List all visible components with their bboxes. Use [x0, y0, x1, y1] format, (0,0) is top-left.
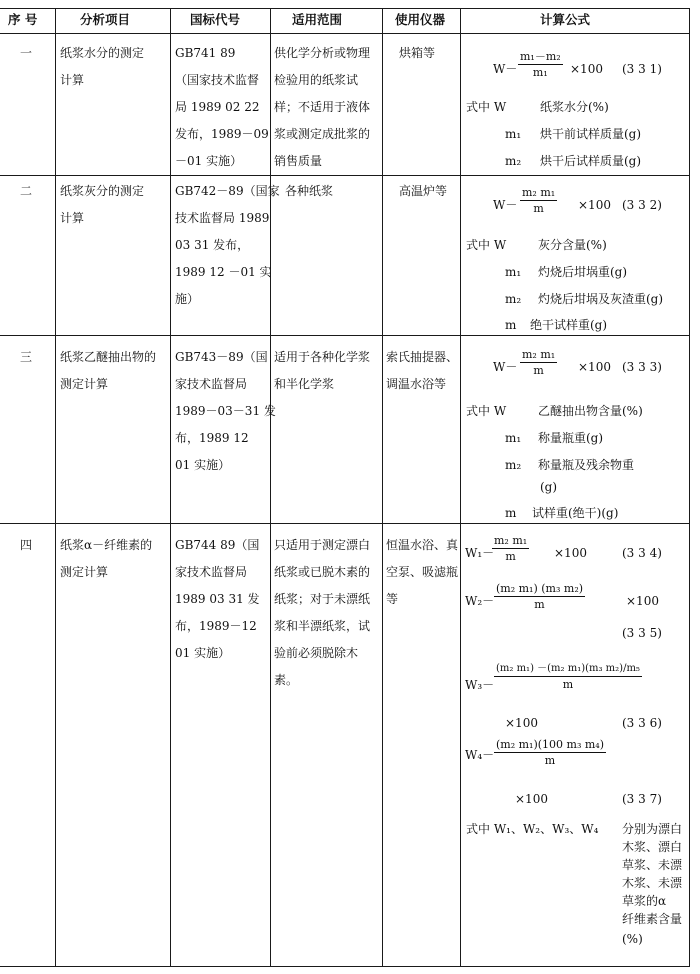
row1-seq: 一 — [20, 46, 33, 60]
row1-instrument: 烘箱等 — [399, 46, 436, 60]
row4-legend-desc-3: 草浆、未漂 — [622, 858, 683, 872]
row2-std-l3: 03 31 发布， — [175, 238, 250, 252]
row1-legend-sym-3: m₂ — [505, 154, 522, 168]
row1-item-l2: 计算 — [60, 73, 85, 87]
row4-scope-l5: 验前必须脱除木 — [274, 646, 359, 660]
row3-eq-tail: ×100 — [578, 360, 611, 374]
row2-std-l4: 1989 12 －01 实 — [175, 265, 272, 279]
row1-eq-den: m₁ — [532, 66, 548, 79]
row3-seq: 三 — [20, 350, 33, 364]
row2-legend-desc-3: 灼烧后坩埚及灰渣重(g) — [538, 292, 664, 306]
row4-std-l4: 布，1989－12 — [175, 619, 257, 633]
row4-eq2-lhs: W₂－ — [465, 594, 495, 608]
row4-eq3-den: m — [562, 678, 574, 691]
row1-scope-l4: 浆或测定成批浆的 — [274, 127, 371, 141]
row1-scope-l2: 检验用的纸浆试 — [274, 73, 359, 87]
row3-item-l1: 纸浆乙醚抽出物的 — [60, 350, 157, 364]
row1-std-l2: （国家技术监督 — [175, 73, 260, 87]
row4-legend-desc-5: 草浆的α — [622, 894, 667, 908]
rule-row1 — [0, 175, 690, 176]
row4-eq1-den: m — [505, 550, 516, 563]
row1-eq-no: (3 3 1) — [622, 62, 662, 76]
row2-eq-num: m₂ m₁ — [522, 186, 556, 199]
row4-legend-sym: 式中 W₁、W₂、W₃、W₄ — [466, 822, 599, 836]
row4-legend-desc-4: 木浆、未漂 — [622, 876, 683, 890]
row4-std-l1: GB744 89（国 — [175, 538, 260, 552]
row1-legend-sym-1: 式中 W — [466, 100, 507, 114]
row3-eq-no: (3 3 3) — [622, 360, 662, 374]
row1-item-l1: 纸浆水分的测定 — [60, 46, 145, 60]
row2-legend-desc-2: 灼烧后坩埚重(g) — [538, 265, 628, 279]
header-item: 分析项目 — [80, 12, 131, 27]
row2-eq-fraction — [520, 186, 557, 215]
row4-eq3-tail: ×100 — [505, 716, 538, 730]
row2-legend-sym-1: 式中 W — [466, 238, 507, 252]
row1-std-l1: GB741 89 — [175, 46, 236, 60]
row4-eq4-num: (m₂ m₁)(100 m₃ m₄) — [496, 738, 605, 751]
row2-legend-desc-1: 灰分含量(%) — [538, 238, 607, 252]
row3-std-l5: 01 实施） — [175, 458, 231, 472]
row3-std-l4: 布，1989 12 — [175, 431, 249, 445]
row2-std-l1: GB742－89（国家 — [175, 184, 280, 198]
row4-eq1-no: (3 3 4) — [622, 546, 662, 560]
row3-legend-sym-2: m₁ — [505, 431, 522, 445]
row1-scope-l5: 销售质量 — [274, 154, 323, 168]
row2-item-l2: 计算 — [60, 211, 85, 225]
col-rule-2 — [170, 8, 171, 967]
row3-instrument-l2: 调温水浴等 — [386, 377, 447, 391]
col-rule-6 — [689, 8, 690, 967]
col-rule-5 — [460, 8, 461, 967]
row3-legend-desc-1: 乙醚抽出物含量(%) — [538, 404, 643, 418]
row3-scope-l1: 适用于各种化学浆 — [274, 350, 371, 364]
row1-eq-tail: ×100 — [570, 62, 603, 76]
row3-eq-den: m — [533, 364, 544, 377]
row1-legend-desc-1: 纸浆水分(%) — [540, 100, 609, 114]
row3-legend-sym-3: m₂ — [505, 458, 522, 472]
row4-eq4-no: (3 3 7) — [622, 792, 662, 806]
row1-legend-desc-3: 烘干后试样质量(g) — [540, 154, 642, 168]
rule-row3 — [0, 523, 690, 524]
row4-eq2-tail: ×100 — [626, 594, 659, 608]
row1-std-l4: 发布，1989－09 — [175, 127, 269, 141]
header-scope: 适用范围 — [292, 12, 343, 27]
row3-std-l2: 家技术监督局 — [175, 377, 248, 391]
row1-scope-l1: 供化学分析或物理 — [274, 46, 371, 60]
row4-eq1-fraction — [492, 534, 529, 563]
row1-eq-lhs: W－ — [493, 62, 518, 76]
row2-legend-desc-4: 绝干试样重(g) — [530, 318, 608, 332]
col-rule-1 — [55, 8, 56, 967]
row4-eq3-fraction — [494, 662, 642, 691]
row1-legend-desc-2: 烘干前试样质量(g) — [540, 127, 642, 141]
header-seq: 序 号 — [8, 12, 38, 27]
row2-legend-sym-2: m₁ — [505, 265, 522, 279]
row1-legend-sym-2: m₁ — [505, 127, 522, 141]
row4-scope-l4: 浆和半漂纸浆，试 — [274, 619, 371, 633]
row4-eq1-tail: ×100 — [554, 546, 587, 560]
row2-scope: 各种纸浆 — [285, 184, 334, 198]
row4-eq3-lhs: W₃－ — [465, 678, 495, 692]
row4-eq3-no: (3 3 6) — [622, 716, 662, 730]
row3-item-l2: 测定计算 — [60, 377, 109, 391]
row4-legend-desc-2: 木浆、漂白 — [622, 840, 683, 854]
header-formula: 计算公式 — [540, 12, 591, 27]
row2-seq: 二 — [20, 184, 33, 198]
row3-legend-sym-5: m — [505, 506, 517, 520]
row4-eq4-tail: ×100 — [515, 792, 548, 806]
row4-std-l3: 1989 03 31 发 — [175, 592, 260, 606]
row4-scope-l2: 纸浆或已脱木素的 — [274, 565, 371, 579]
row3-std-l3: 1989－03－31 发 — [175, 404, 276, 418]
row2-instrument: 高温炉等 — [399, 184, 448, 198]
rule-bottom — [0, 966, 690, 967]
row4-eq2-fraction — [494, 582, 585, 611]
row4-scope-l6: 素。 — [274, 673, 299, 687]
row3-std-l1: GB743－89（国 — [175, 350, 268, 364]
col-rule-4 — [382, 8, 383, 967]
row4-eq4-lhs: W₄－ — [465, 748, 495, 762]
col-rule-3 — [270, 8, 271, 967]
rule-header — [0, 33, 690, 34]
row3-scope-l2: 和半化学浆 — [274, 377, 335, 391]
row2-item-l1: 纸浆灰分的测定 — [60, 184, 145, 198]
row4-eq3-num: (m₂ m₁) －(m₂ m₁)(m₃ m₂)/m₅ — [494, 662, 642, 677]
row4-instrument-l1: 恒温水浴、真 — [386, 538, 459, 552]
row4-item-l2: 测定计算 — [60, 565, 109, 579]
row2-legend-sym-3: m₂ — [505, 292, 522, 306]
row3-legend-desc-5: 试样重(绝干)(g) — [532, 506, 619, 520]
row4-eq2-den: m — [534, 598, 545, 611]
row4-eq1-num: m₂ m₁ — [494, 534, 528, 547]
rule-top — [0, 8, 690, 9]
row4-eq2-num: (m₂ m₁) (m₃ m₂) — [496, 582, 584, 595]
row1-std-l5: －01 实施） — [175, 154, 243, 168]
row4-eq4-den: m — [544, 754, 556, 767]
row3-instrument-l1: 索氏抽提器、 — [386, 350, 459, 364]
row1-scope-l3: 样；不适用于液体 — [274, 100, 371, 114]
row4-scope-l3: 纸浆；对于未漂纸 — [274, 592, 371, 606]
row2-std-l2: 技术监督局 1989 — [175, 211, 270, 225]
row4-seq: 四 — [20, 538, 33, 552]
row3-eq-num: m₂ m₁ — [522, 348, 556, 361]
row4-std-l5: 01 实施） — [175, 646, 231, 660]
row4-legend-desc-1: 分别为漂白 — [622, 822, 683, 836]
row4-scope-l1: 只适用于测定漂白 — [274, 538, 371, 552]
row2-eq-lhs: W－ — [493, 198, 518, 212]
row2-eq-tail: ×100 — [578, 198, 611, 212]
row4-std-l2: 家技术监督局 — [175, 565, 248, 579]
row3-eq-lhs: W－ — [493, 360, 518, 374]
row2-eq-den: m — [533, 202, 544, 215]
row3-legend-desc-4: (g) — [540, 480, 558, 494]
header-std: 国标代号 — [190, 12, 241, 27]
row2-std-l5: 施） — [175, 292, 200, 306]
row4-instrument-l2: 空泵、吸滤瓶 — [386, 565, 459, 579]
row3-legend-desc-2: 称量瓶重(g) — [538, 431, 604, 445]
rule-row2 — [0, 335, 690, 336]
row3-legend-desc-3: 称量瓶及残余物重 — [538, 458, 635, 472]
row1-std-l3: 局 1989 02 22 — [175, 100, 260, 114]
row3-eq-fraction — [520, 348, 557, 377]
row4-instrument-l3: 等 — [386, 592, 399, 606]
row4-eq1-lhs: W₁－ — [465, 546, 495, 560]
row4-legend-desc-7: (%) — [622, 932, 643, 946]
row4-eq2-no: (3 3 5) — [622, 626, 662, 640]
row2-eq-no: (3 3 2) — [622, 198, 662, 212]
row1-eq-num: m₁－m₂ — [520, 50, 561, 63]
row4-legend-desc-6: 纤维素含量 — [622, 912, 683, 926]
row2-legend-sym-4: m — [505, 318, 517, 332]
row4-eq4-fraction — [494, 738, 606, 767]
row4-item-l1: 纸浆α－纤维素的 — [60, 538, 153, 552]
header-instrument: 使用仪器 — [395, 12, 446, 27]
row3-legend-sym-1: 式中 W — [466, 404, 507, 418]
row1-eq-fraction — [518, 50, 563, 79]
